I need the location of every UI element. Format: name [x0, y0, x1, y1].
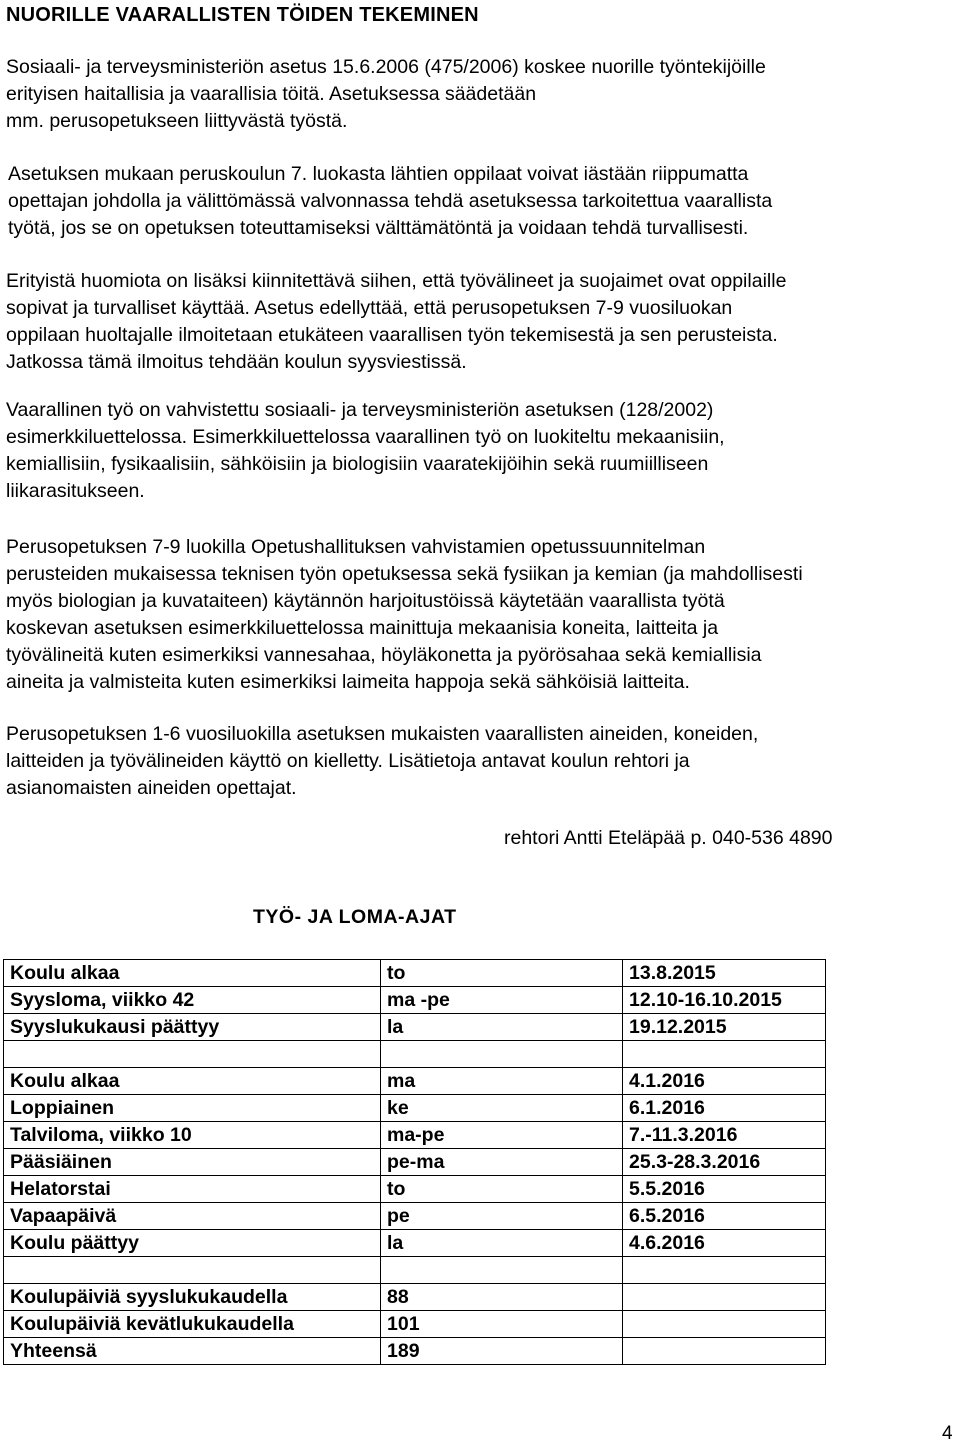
table-cell: Syysloma, viikko 42	[4, 987, 381, 1014]
text-line: opettajan johdolla ja välittömässä valvonnassa tehdä asetuksessa tarkoitettua vaarallista	[8, 190, 773, 212]
table-cell	[4, 1257, 381, 1284]
table-row	[4, 987, 826, 1014]
table-cell	[381, 1041, 623, 1068]
table-cell: ma	[381, 1068, 623, 1095]
text-line: Asetuksen mukaan peruskoulun 7. luokasta lähtien oppilaat voivat iästään riippumatta	[8, 163, 749, 185]
text-line: Vaarallinen työ on vahvistettu sosiaali- ja terveysministeriön asetuksen (128/2002)	[6, 399, 714, 421]
table-row	[4, 1257, 826, 1284]
table-cell: Koulupäiviä kevätlukukaudella	[4, 1311, 381, 1338]
text-line: esimerkkiluettelossa. Esimerkkiluettelossa vaarallinen työ on luokiteltu mekaanisiin,	[6, 426, 725, 448]
principal-signature: rehtori Antti Eteläpää p. 040-536 4890	[504, 827, 833, 849]
table-cell: pe	[381, 1203, 623, 1230]
paragraph-grades-7-9	[6, 534, 951, 696]
table-cell: 4.1.2016	[623, 1068, 826, 1095]
table-cell	[4, 1041, 381, 1068]
text-line: työvälineitä kuten esimerkiksi vannesahaa, höyläkonetta ja pyörösahaa sekä kemiallisia	[6, 644, 762, 666]
text-line: myös biologian ja kuvataiteen) käytännön harjoitustöissä käytetään vaarallista työtä	[6, 590, 725, 612]
table-cell: Syyslukukausi päättyy	[4, 1014, 381, 1041]
paragraph-grade-7	[8, 161, 953, 242]
table-row	[4, 1041, 826, 1068]
table-row	[4, 1095, 826, 1122]
text-line: aineita ja valmisteita kuten esimerkiksi laimeita happoja sekä sähköisiä laitteita.	[6, 671, 690, 693]
table-cell: ke	[381, 1095, 623, 1122]
table-cell: Koulu alkaa	[4, 1068, 381, 1095]
table-cell: to	[381, 1176, 623, 1203]
table-cell: 4.6.2016	[623, 1230, 826, 1257]
table-cell: Talviloma, viikko 10	[4, 1122, 381, 1149]
table-cell	[623, 1338, 826, 1365]
text-line: asianomaisten aineiden opettajat.	[6, 777, 297, 799]
text-line: Perusopetuksen 7-9 luokilla Opetushallituksen vahvistamien opetussuunnitelman	[6, 536, 706, 558]
table-cell	[623, 1284, 826, 1311]
table-cell: Helatorstai	[4, 1176, 381, 1203]
text-line: sopivat ja turvalliset käyttää. Asetus edellyttää, että perusopetuksen 7-9 vuosiluokan	[6, 297, 733, 319]
table-row	[4, 1203, 826, 1230]
table-cell: ma-pe	[381, 1122, 623, 1149]
paragraph-decree	[6, 54, 951, 135]
text-line: laitteiden ja työvälineiden käyttö on kielletty. Lisätietoja antavat koulun rehtori ja	[6, 750, 690, 772]
text-line: perusteiden mukaisessa teknisen työn opetuksessa sekä fysiikan ja kemian (ja mahdollisesti	[6, 563, 803, 585]
text-line: työtä, jos se on opetuksen toteuttamiseksi välttämätöntä ja voidaan tehdä turvallisesti.	[8, 217, 749, 239]
table-cell: 88	[381, 1284, 623, 1311]
text-line: kemiallisiin, fysikaalisiin, sähköisiin ja biologisiin vaaratekijöihin sekä ruumiilliseen	[6, 453, 709, 475]
table-row	[4, 1230, 826, 1257]
table-cell	[381, 1257, 623, 1284]
table-cell: Koulupäiviä syyslukukaudella	[4, 1284, 381, 1311]
table-cell: la	[381, 1230, 623, 1257]
table-cell: 6.1.2016	[623, 1095, 826, 1122]
table-cell	[623, 1311, 826, 1338]
table-cell: Vapaapäivä	[4, 1203, 381, 1230]
schedule-title: TYÖ- JA LOMA-AJAT	[253, 906, 457, 928]
table-cell: Pääsiäinen	[4, 1149, 381, 1176]
table-cell: la	[381, 1014, 623, 1041]
table-cell: ma -pe	[381, 987, 623, 1014]
page-number: 4	[942, 1423, 953, 1444]
text-line: Sosiaali- ja terveysministeriön asetus 15.6.2006 (475/2006) koskee nuorille työntekijöille	[6, 56, 766, 78]
table-cell: Koulu päättyy	[4, 1230, 381, 1257]
paragraph-dangerous-work	[6, 397, 951, 505]
document-title: NUORILLE VAARALLISTEN TÖIDEN TEKEMINEN	[6, 4, 479, 26]
table-cell: 189	[381, 1338, 623, 1365]
paragraph-safety	[6, 268, 951, 376]
table-row	[4, 1311, 826, 1338]
table-row	[4, 1284, 826, 1311]
table-cell: 12.10-16.10.2015	[623, 987, 826, 1014]
table-cell: 13.8.2015	[623, 960, 826, 987]
table-row	[4, 1068, 826, 1095]
text-line: Erityistä huomiota on lisäksi kiinnitettävä siihen, että työvälineet ja suojaimet ovat oppilaille	[6, 270, 787, 292]
table-cell: Yhteensä	[4, 1338, 381, 1365]
paragraph-grades-1-6	[6, 721, 951, 802]
table-cell: Loppiainen	[4, 1095, 381, 1122]
text-line: Jatkossa tämä ilmoitus tehdään koulun syysviestissä.	[6, 351, 467, 373]
table-row	[4, 1014, 826, 1041]
table-cell: 6.5.2016	[623, 1203, 826, 1230]
table-cell: 7.-11.3.2016	[623, 1122, 826, 1149]
table-cell	[623, 1041, 826, 1068]
table-row	[4, 960, 826, 987]
table-cell: pe-ma	[381, 1149, 623, 1176]
table-row	[4, 1149, 826, 1176]
table-cell: to	[381, 960, 623, 987]
text-line: Perusopetuksen 1-6 vuosiluokilla asetuksen mukaisten vaarallisten aineiden, koneiden,	[6, 723, 759, 745]
table-cell: 101	[381, 1311, 623, 1338]
table-cell: 25.3-28.3.2016	[623, 1149, 826, 1176]
text-line: koskevan asetuksen esimerkkiluettelossa mainittuja mekaanisia koneita, laitteita ja	[6, 617, 719, 639]
table-cell: 5.5.2016	[623, 1176, 826, 1203]
table-cell	[623, 1257, 826, 1284]
schedule-table	[3, 959, 826, 1365]
table-row	[4, 1338, 826, 1365]
text-line: oppilaan huoltajalle ilmoitetaan etukäteen vaarallisen työn tekemisestä ja sen perusteista.	[6, 324, 778, 346]
text-line: mm. perusopetukseen liittyvästä työstä.	[6, 110, 348, 132]
table-cell: Koulu alkaa	[4, 960, 381, 987]
text-line: liikarasitukseen.	[6, 480, 145, 502]
table-row	[4, 1176, 826, 1203]
table-row	[4, 1122, 826, 1149]
text-line: erityisen haitallisia ja vaarallisia töitä. Asetuksessa säädetään	[6, 83, 537, 105]
table-cell: 19.12.2015	[623, 1014, 826, 1041]
